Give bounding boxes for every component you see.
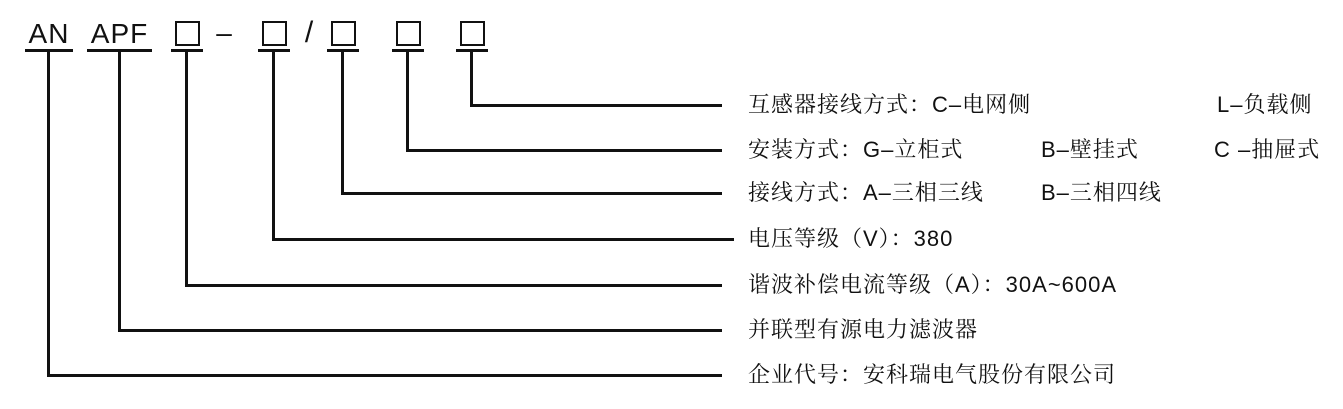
code-slash-separator: / [304, 16, 314, 49]
code-segment-box-4 [392, 18, 424, 52]
connector-vline-an [47, 52, 50, 377]
placeholder-box-icon [175, 21, 200, 46]
legend-row3-three-phase-four-wire: B–三相四线 [1041, 180, 1162, 205]
legend-row4-voltage-level: 电压等级（V）：380 [748, 226, 954, 251]
legend-row5-harmonic-current-level: 谐波补偿电流等级（A）：30A~600A [748, 272, 1118, 297]
connector-vline-box2 [272, 52, 275, 241]
legend-row3-wiring-mode: 接线方式：A–三相三线 [748, 180, 984, 205]
placeholder-box-icon [331, 21, 356, 46]
legend-row2-drawer-type: C –抽屉式 [1214, 137, 1321, 162]
legend-row2-install-mode: 安装方式：G–立柜式 [748, 137, 964, 162]
code-segment-apf [87, 18, 152, 52]
connector-vline-box5 [470, 52, 473, 107]
connector-hline-row5 [185, 284, 722, 287]
code-segment-box-1 [171, 18, 203, 52]
connector-vline-box3 [341, 52, 344, 195]
connector-hline-row7 [47, 374, 722, 377]
connector-vline-box4 [406, 52, 409, 152]
code-dash-separator: – [216, 17, 232, 48]
code-segment-box-5 [456, 18, 488, 52]
placeholder-box-icon [460, 21, 485, 46]
connector-vline-box1 [185, 52, 188, 287]
connector-hline-row4 [272, 238, 734, 241]
connector-hline-row6 [118, 329, 722, 332]
code-segment-box-3 [327, 18, 359, 52]
legend-row7-company-code: 企业代号：安科瑞电气股份有限公司 [748, 362, 1117, 387]
legend-row6-product-type: 并联型有源电力滤波器 [748, 317, 979, 342]
code-text-an: AN [28, 18, 70, 49]
connector-hline-row1 [470, 104, 722, 107]
legend-row1-ct-wiring: 互感器接线方式：C–电网侧 [748, 92, 1032, 117]
code-segment-an [25, 18, 73, 52]
code-segment-box-2 [258, 18, 290, 52]
connector-hline-row2 [406, 149, 722, 152]
connector-vline-apf [118, 52, 121, 332]
legend-row1-load-side: L–负载侧 [1217, 92, 1313, 117]
placeholder-box-icon [396, 21, 421, 46]
legend-row2-wall-mounted: B–壁挂式 [1041, 137, 1139, 162]
placeholder-box-icon [262, 21, 287, 46]
connector-hline-row3 [341, 192, 722, 195]
code-text-apf: APF [90, 18, 149, 49]
